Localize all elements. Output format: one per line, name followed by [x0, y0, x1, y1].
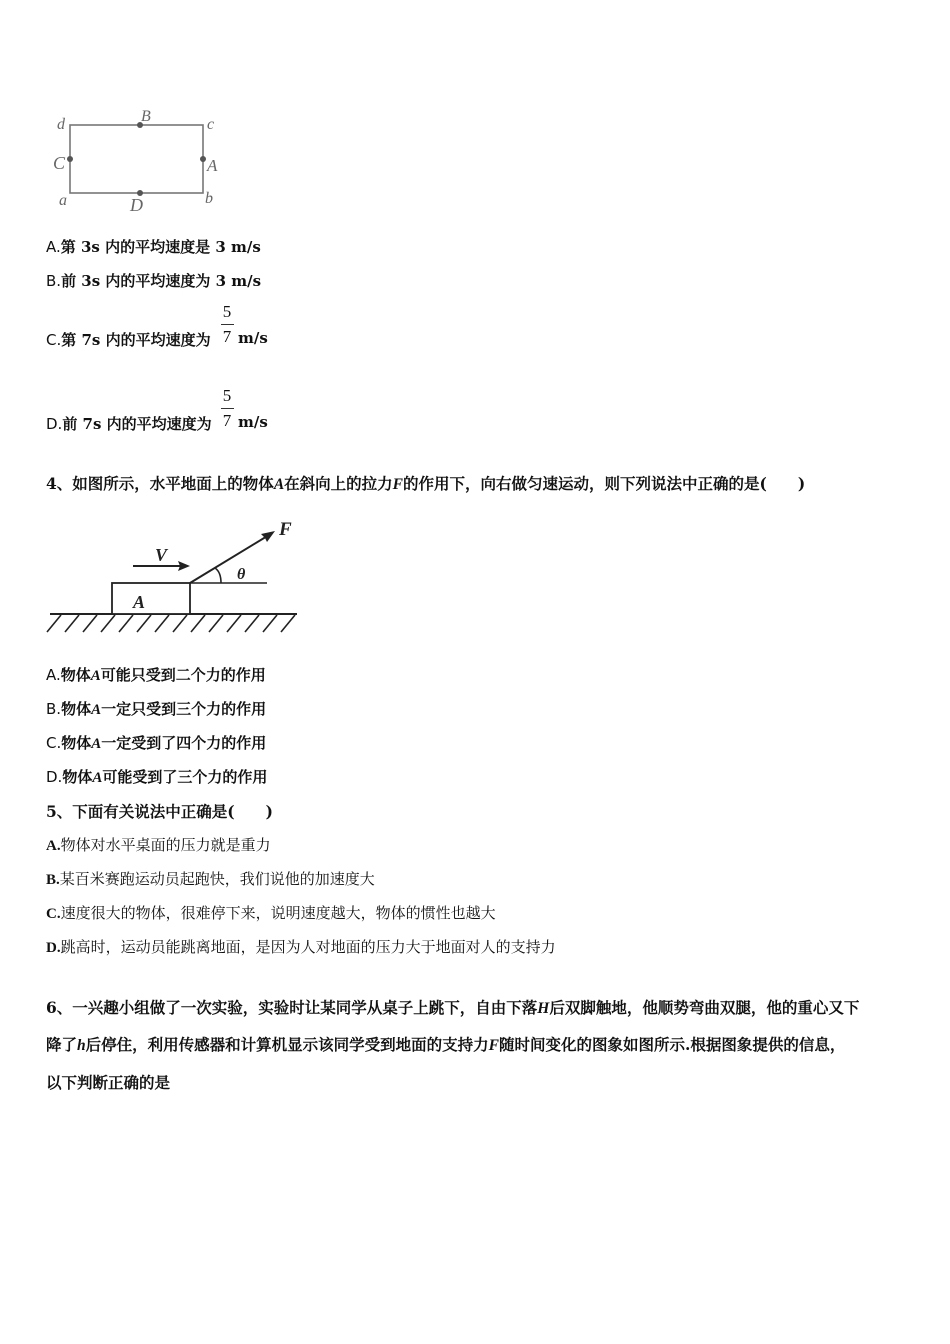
option-key: C. — [46, 906, 61, 922]
q4-text-2: 在斜向上的拉力 — [284, 474, 393, 493]
var-H: H — [537, 1000, 550, 1017]
option-text: 第 3s 内的平均速度是 3 m/s — [60, 238, 261, 256]
option-text: 前 7s 内的平均速度为 — [62, 415, 212, 433]
q5-option-c — [46, 902, 496, 923]
label-A: A — [207, 156, 218, 175]
q4-option-c — [46, 732, 266, 753]
var-A: A — [90, 668, 101, 684]
q6-text: 后双脚触地，他顺势弯曲双腿，他的重心又下 — [549, 998, 860, 1017]
option-key: B. — [46, 700, 62, 718]
q5-stem: 5、下面有关说法中正确是( ) — [46, 802, 273, 821]
var-A: A — [92, 770, 103, 786]
q4-stem — [46, 472, 805, 494]
option-text: 物体 — [61, 700, 92, 718]
option-text: 可能受到了三个力的作用 — [102, 768, 268, 786]
label-D: D — [130, 195, 143, 215]
q4-text-3: 的作用下，向右做匀速运动，则下列说法中正确的是( ) — [403, 474, 806, 493]
option-text: 一定受到了四个力的作用 — [101, 734, 267, 752]
option-text: 第 7s 内的平均速度为 — [61, 331, 211, 349]
q3-option-c — [46, 329, 211, 350]
q3-c-denominator: 7 — [222, 327, 232, 346]
q3-d-unit: m/s — [238, 413, 268, 431]
option-key: B. — [46, 872, 60, 888]
q3-option-d — [46, 413, 212, 434]
option-key: D. — [46, 415, 63, 433]
q3-d-fraction-bar — [221, 408, 234, 409]
force-block-figure — [45, 515, 305, 640]
option-key: A. — [46, 838, 61, 854]
q6-text: 降了 — [46, 1035, 78, 1054]
angle-arc — [215, 568, 221, 583]
option-text: 前 3s 内的平均速度为 3 m/s — [61, 272, 262, 290]
force-arrowhead — [261, 531, 275, 542]
q5-option-d — [46, 936, 556, 957]
q4-option-d — [46, 766, 267, 787]
rectangle-path-figure — [45, 105, 235, 215]
option-text: 某百米赛跑运动员起跑快，我们说他的加速度大 — [59, 870, 375, 888]
q3-c-numerator: 5 — [222, 302, 232, 321]
label-a: a — [59, 192, 67, 209]
ground-hatching — [47, 615, 295, 632]
var-F: F — [488, 1037, 499, 1054]
label-B: B — [141, 108, 151, 125]
q3-d-numerator: 5 — [222, 386, 232, 405]
q6-line-2 — [46, 1033, 845, 1055]
q6-text: 后停住，利用传感器和计算机显示该同学受到地面的支持力 — [85, 1035, 489, 1054]
var-A: A — [273, 476, 285, 493]
label-d: d — [57, 116, 65, 133]
var-A: A — [91, 736, 102, 752]
q3-d-denominator: 7 — [222, 411, 232, 430]
q4-option-a — [46, 664, 266, 685]
q3-c-fraction-bar — [221, 324, 234, 325]
option-key: D. — [46, 940, 61, 956]
option-text: 跳高时，运动员能跳离地面，是因为人对地面的压力大于地面对人的支持力 — [60, 938, 556, 956]
block-A — [112, 583, 190, 614]
q5-option-a — [46, 834, 271, 855]
q3-option-a — [46, 236, 261, 257]
option-text: 物体对水平桌面的压力就是重力 — [60, 836, 271, 854]
rectangle-outline — [70, 125, 203, 193]
force-arrow — [190, 535, 269, 583]
theta-label: θ — [237, 566, 246, 583]
point-C — [67, 156, 73, 162]
q6-line-3: 以下判断正确的是 — [46, 1073, 171, 1092]
force-label: F — [279, 519, 292, 540]
option-key: D. — [46, 768, 63, 786]
q4-text-1: 如图所示，水平地面上的物体 — [72, 474, 274, 493]
label-C: C — [53, 153, 66, 173]
velocity-label: V — [155, 545, 168, 565]
option-text: 物体 — [60, 666, 91, 684]
option-key: C. — [46, 734, 62, 752]
point-A — [200, 156, 206, 162]
option-text: 物体 — [62, 768, 93, 786]
block-label: A — [133, 592, 146, 612]
q4-option-b — [46, 698, 266, 719]
option-text: 速度很大的物体，很难停下来，说明速度越大，物体的惯性也越大 — [60, 904, 496, 922]
q6-text: 随时间变化的图象如图所示.根据图象提供的信息， — [499, 1035, 846, 1054]
var-h: h — [77, 1037, 86, 1054]
q6-line-1 — [46, 996, 859, 1018]
q5-option-b — [46, 868, 375, 889]
q6-text: 6、一兴趣小组做了一次实验，实验时让某同学从桌子上跳下，自由下落 — [46, 998, 538, 1017]
question-number: 4、 — [46, 474, 73, 493]
option-text: 物体 — [61, 734, 92, 752]
option-key: C. — [46, 331, 62, 349]
option-text: 一定只受到三个力的作用 — [101, 700, 267, 718]
q3-c-unit: m/s — [238, 329, 268, 347]
label-c: c — [207, 116, 215, 133]
var-F: F — [392, 476, 404, 493]
var-A: A — [91, 702, 102, 718]
option-key: A. — [46, 666, 61, 684]
option-key: B. — [46, 272, 62, 290]
label-b: b — [205, 190, 213, 207]
q3-option-b — [46, 270, 261, 291]
option-key: A. — [46, 238, 61, 256]
option-text: 可能只受到二个力的作用 — [100, 666, 266, 684]
